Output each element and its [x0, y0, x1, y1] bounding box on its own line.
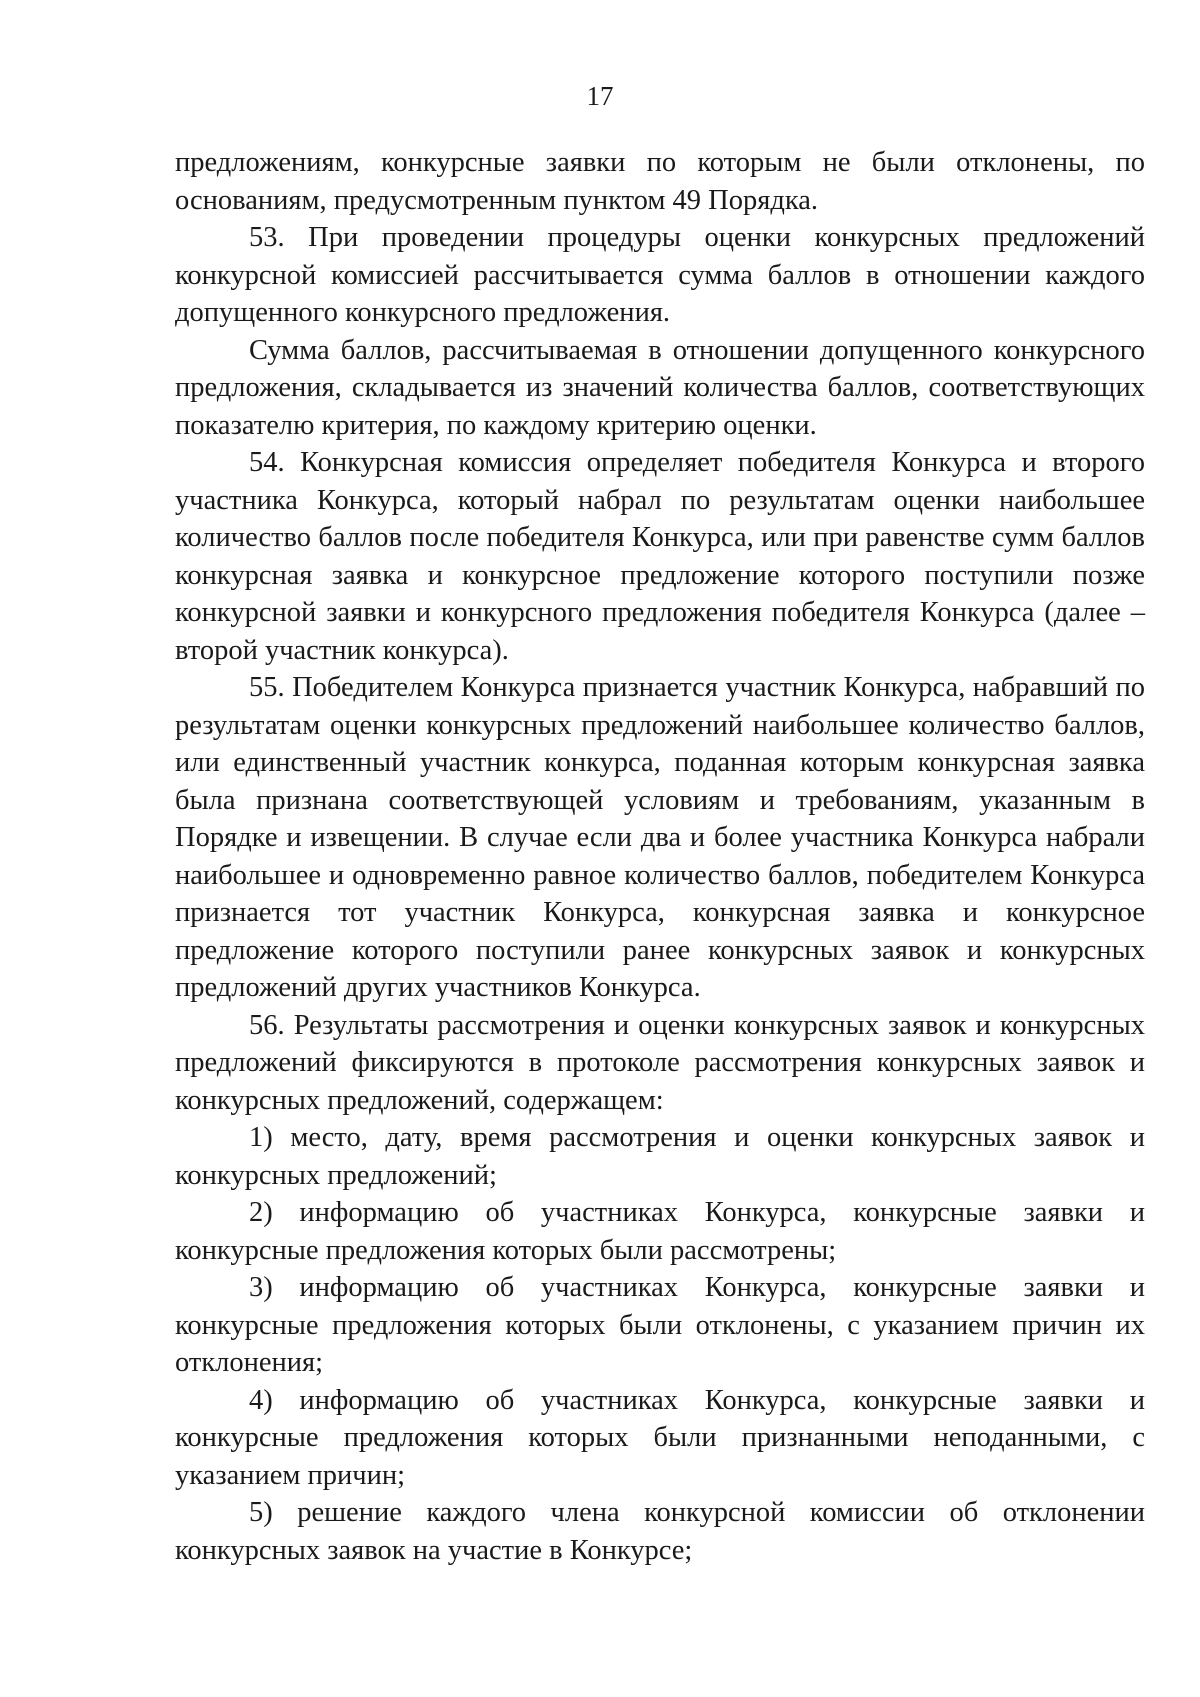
paragraph-54: 54. Конкурсная комиссия определяет победителя Конкурса и второго участника Конкурса, который набрал по результатам оценки наибольшее количество баллов после победителя Конкурса, или при равенстве сумм баллов конкурсная заявка и конкурсное предложение которого поступили позже конкурсной заявки и конкурсного предложения победителя Конкурса (далее – второй участник конкурса). [175, 447, 1145, 666]
list-item-1: 1) место, дату, время рассмотрения и оценки конкурсных заявок и конкурсных предложений; [175, 1122, 1145, 1191]
list-item-5: 5) решение каждого члена конкурсной комиссии об отклонении конкурсных заявок на участие в Конкурсе; [175, 1497, 1145, 1566]
paragraph-53-score-sum: Сумма баллов, рассчитываемая в отношении допущенного конкурсного предложения, складывается из значений количества баллов, соответствующих показателю критерия, по каждому критерию оценки. [175, 334, 1145, 441]
paragraph-53: 53. При проведении процедуры оценки конкурсных предложений конкурсной комиссией рассчитывается сумма баллов в отношении каждого допущенного конкурсного предложения. [175, 222, 1145, 328]
paragraph-continuation: предложениям, конкурсные заявки по которым не были отклонены, по основаниям, предусмотренным пунктом 49 Порядка. [175, 147, 1145, 216]
document-body [175, 144, 1145, 1569]
list-item-2: 2) информацию об участниках Конкурса, конкурсные заявки и конкурсные предложения которых были рассмотрены; [175, 1197, 1145, 1266]
page-number: 17 [586, 81, 614, 111]
paragraph-55: 55. Победителем Конкурса признается участник Конкурса, набравший по результатам оценки конкурсных предложений наибольшее количество баллов, или единственный участник конкурса, поданная которым конкурсная заявка была признана соответствующей условиям и требованиям, указанным в Порядке и извещении. В случае если два и более участника Конкурса набрали наибольшее и одновременно равное количество баллов, победителем Конкурса признается тот участник Конкурса, конкурсная заявка и конкурсное предложение которого поступили ранее конкурсных заявок и конкурсных предложений других участников Конкурса. [175, 672, 1145, 1003]
paragraph-56: 56. Результаты рассмотрения и оценки конкурсных заявок и конкурсных предложений фиксируются в протоколе рассмотрения конкурсных заявок и конкурсных предложений, содержащем: [175, 1009, 1145, 1116]
list-item-3: 3) информацию об участниках Конкурса, конкурсные заявки и конкурсные предложения которых были отклонены, с указанием причин их отклонения; [175, 1272, 1145, 1378]
list-item-4: 4) информацию об участниках Конкурса, конкурсные заявки и конкурсные предложения которых были признанными неподанными, с указанием причин; [175, 1384, 1145, 1491]
